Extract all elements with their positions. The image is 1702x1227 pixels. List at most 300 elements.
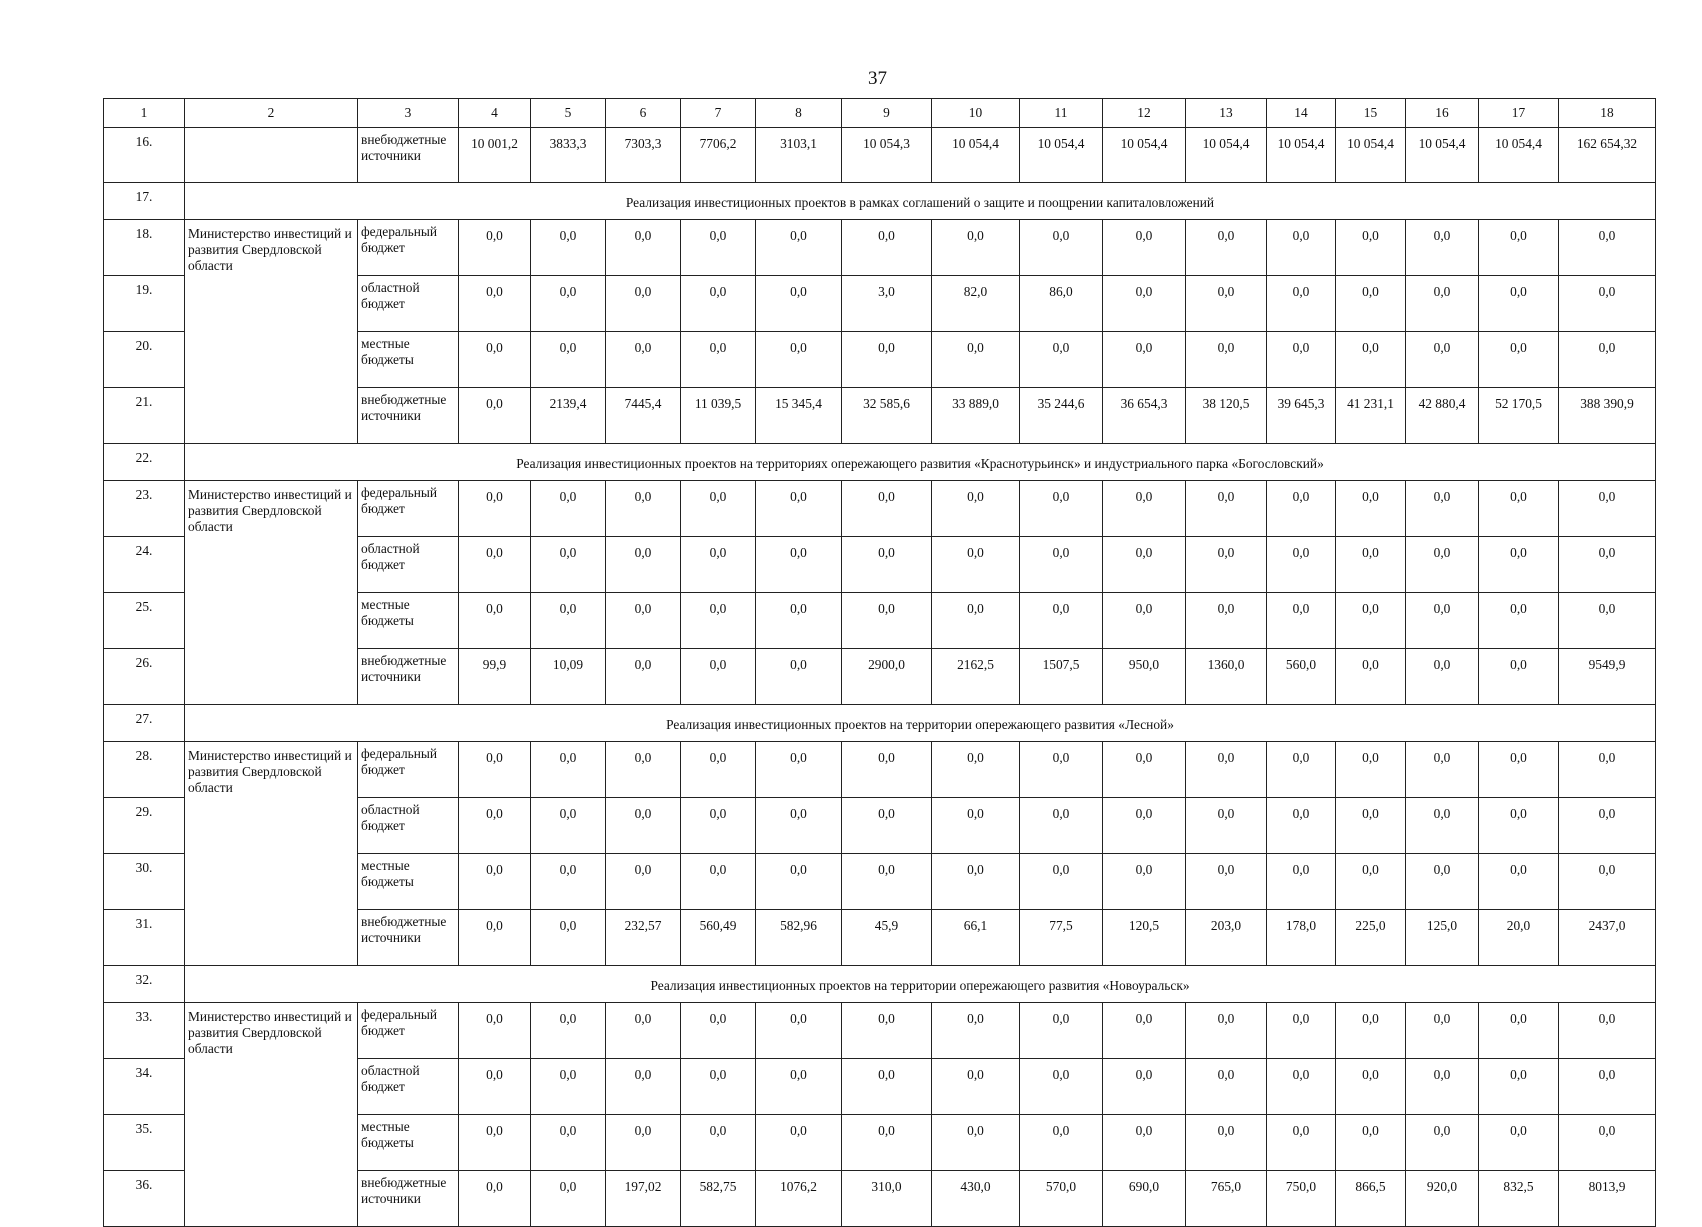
value-cell: 0,0 bbox=[756, 742, 842, 798]
value-cell: 310,0 bbox=[842, 1171, 932, 1227]
value-cell: 0,0 bbox=[606, 854, 681, 910]
value-cell: 0,0 bbox=[1103, 593, 1186, 649]
value-cell: 0,0 bbox=[1186, 742, 1267, 798]
value-cell: 0,0 bbox=[756, 537, 842, 593]
row-number: 35. bbox=[104, 1115, 185, 1171]
value-cell: 0,0 bbox=[1020, 854, 1103, 910]
value-cell: 0,0 bbox=[932, 481, 1020, 537]
value-cell: 0,0 bbox=[459, 1003, 531, 1059]
value-cell: 8013,9 bbox=[1559, 1171, 1656, 1227]
value-cell: 0,0 bbox=[606, 1115, 681, 1171]
value-cell: 0,0 bbox=[459, 742, 531, 798]
value-cell: 0,0 bbox=[606, 742, 681, 798]
row-number: 30. bbox=[104, 854, 185, 910]
value-cell: 39 645,3 bbox=[1267, 388, 1336, 444]
value-cell: 0,0 bbox=[1559, 593, 1656, 649]
value-cell: 0,0 bbox=[1186, 220, 1267, 276]
value-cell: 0,0 bbox=[1103, 1003, 1186, 1059]
value-cell: 0,0 bbox=[1103, 1059, 1186, 1115]
row-number: 23. bbox=[104, 481, 185, 537]
row-number: 17. bbox=[104, 183, 185, 220]
table-row bbox=[104, 220, 1656, 276]
value-cell: 0,0 bbox=[842, 854, 932, 910]
value-cell: 0,0 bbox=[1559, 481, 1656, 537]
section-title: Реализация инвестиционных проектов на территориях опережающего развития «Краснотурьинск» и индустриального парка «Богословский» bbox=[185, 444, 1656, 481]
value-cell: 0,0 bbox=[1103, 798, 1186, 854]
column-number: 17 bbox=[1479, 99, 1559, 128]
value-cell: 0,0 bbox=[1336, 276, 1406, 332]
value-cell: 0,0 bbox=[459, 798, 531, 854]
value-cell: 0,0 bbox=[1020, 481, 1103, 537]
value-cell: 0,0 bbox=[1020, 742, 1103, 798]
value-cell: 0,0 bbox=[1336, 1115, 1406, 1171]
value-cell: 0,0 bbox=[1406, 1003, 1479, 1059]
funding-source: местные бюджеты bbox=[358, 332, 459, 388]
value-cell: 0,0 bbox=[531, 276, 606, 332]
value-cell: 0,0 bbox=[1186, 537, 1267, 593]
value-cell: 582,96 bbox=[756, 910, 842, 966]
value-cell: 0,0 bbox=[1020, 593, 1103, 649]
value-cell: 0,0 bbox=[1336, 332, 1406, 388]
value-cell: 0,0 bbox=[606, 1003, 681, 1059]
value-cell: 0,0 bbox=[842, 220, 932, 276]
row-number: 34. bbox=[104, 1059, 185, 1115]
value-cell: 0,0 bbox=[681, 649, 756, 705]
value-cell: 0,0 bbox=[531, 220, 606, 276]
value-cell: 0,0 bbox=[459, 593, 531, 649]
value-cell: 0,0 bbox=[1186, 1059, 1267, 1115]
value-cell: 0,0 bbox=[531, 1059, 606, 1115]
value-cell: 0,0 bbox=[1559, 798, 1656, 854]
value-cell: 178,0 bbox=[1267, 910, 1336, 966]
value-cell: 0,0 bbox=[1103, 854, 1186, 910]
value-cell: 0,0 bbox=[531, 481, 606, 537]
value-cell: 36 654,3 bbox=[1103, 388, 1186, 444]
value-cell: 920,0 bbox=[1406, 1171, 1479, 1227]
value-cell: 0,0 bbox=[681, 854, 756, 910]
value-cell: 0,0 bbox=[606, 537, 681, 593]
value-cell: 10 001,2 bbox=[459, 128, 531, 183]
value-cell: 0,0 bbox=[1336, 1003, 1406, 1059]
value-cell: 0,0 bbox=[459, 388, 531, 444]
value-cell: 0,0 bbox=[1267, 854, 1336, 910]
value-cell: 0,0 bbox=[1479, 1059, 1559, 1115]
responsible-org: Министерство инвестиций и развития Свердловской области bbox=[185, 742, 358, 966]
value-cell: 38 120,5 bbox=[1186, 388, 1267, 444]
value-cell: 0,0 bbox=[1267, 220, 1336, 276]
section-title: Реализация инвестиционных проектов на территории опережающего развития «Лесной» bbox=[185, 705, 1656, 742]
value-cell: 42 880,4 bbox=[1406, 388, 1479, 444]
value-cell: 0,0 bbox=[531, 798, 606, 854]
responsible-org: Министерство инвестиций и развития Свердловской области bbox=[185, 220, 358, 444]
value-cell: 866,5 bbox=[1336, 1171, 1406, 1227]
row-number: 22. bbox=[104, 444, 185, 481]
value-cell: 0,0 bbox=[531, 332, 606, 388]
value-cell: 11 039,5 bbox=[681, 388, 756, 444]
value-cell: 10 054,4 bbox=[1267, 128, 1336, 183]
value-cell: 0,0 bbox=[1559, 537, 1656, 593]
value-cell: 0,0 bbox=[1267, 593, 1336, 649]
column-number: 9 bbox=[842, 99, 932, 128]
section-row bbox=[104, 444, 1656, 481]
value-cell: 0,0 bbox=[606, 593, 681, 649]
value-cell: 0,0 bbox=[1020, 537, 1103, 593]
value-cell: 0,0 bbox=[681, 1003, 756, 1059]
value-cell: 10 054,3 bbox=[842, 128, 932, 183]
value-cell: 0,0 bbox=[1103, 276, 1186, 332]
value-cell: 0,0 bbox=[1479, 593, 1559, 649]
value-cell: 0,0 bbox=[1336, 649, 1406, 705]
value-cell: 0,0 bbox=[1267, 537, 1336, 593]
table-row bbox=[104, 128, 1656, 183]
value-cell: 0,0 bbox=[1559, 742, 1656, 798]
value-cell: 7445,4 bbox=[606, 388, 681, 444]
value-cell: 750,0 bbox=[1267, 1171, 1336, 1227]
funding-source: внебюджетные источники bbox=[358, 910, 459, 966]
column-number: 3 bbox=[358, 99, 459, 128]
section-title: Реализация инвестиционных проектов на территории опережающего развития «Новоуральск» bbox=[185, 966, 1656, 1003]
value-cell: 0,0 bbox=[1406, 593, 1479, 649]
value-cell: 7303,3 bbox=[606, 128, 681, 183]
page-number: 37 bbox=[868, 68, 887, 89]
value-cell: 0,0 bbox=[842, 742, 932, 798]
value-cell: 0,0 bbox=[1479, 798, 1559, 854]
value-cell: 77,5 bbox=[1020, 910, 1103, 966]
value-cell: 0,0 bbox=[1406, 332, 1479, 388]
value-cell: 430,0 bbox=[932, 1171, 1020, 1227]
value-cell: 0,0 bbox=[1479, 537, 1559, 593]
value-cell: 0,0 bbox=[459, 910, 531, 966]
value-cell: 0,0 bbox=[756, 1115, 842, 1171]
value-cell: 0,0 bbox=[1336, 481, 1406, 537]
value-cell: 0,0 bbox=[531, 537, 606, 593]
value-cell: 10 054,4 bbox=[1186, 128, 1267, 183]
value-cell: 15 345,4 bbox=[756, 388, 842, 444]
value-cell: 560,49 bbox=[681, 910, 756, 966]
value-cell: 0,0 bbox=[756, 276, 842, 332]
value-cell: 0,0 bbox=[1559, 1059, 1656, 1115]
value-cell: 0,0 bbox=[932, 220, 1020, 276]
value-cell: 10 054,4 bbox=[1103, 128, 1186, 183]
value-cell: 0,0 bbox=[756, 481, 842, 537]
value-cell: 10 054,4 bbox=[1479, 128, 1559, 183]
value-cell: 690,0 bbox=[1103, 1171, 1186, 1227]
value-cell: 0,0 bbox=[606, 332, 681, 388]
value-cell: 0,0 bbox=[459, 220, 531, 276]
value-cell: 0,0 bbox=[1336, 220, 1406, 276]
table-row bbox=[104, 481, 1656, 537]
value-cell: 0,0 bbox=[1336, 742, 1406, 798]
funding-source: местные бюджеты bbox=[358, 854, 459, 910]
row-number: 25. bbox=[104, 593, 185, 649]
value-cell: 0,0 bbox=[1336, 537, 1406, 593]
funding-source: местные бюджеты bbox=[358, 1115, 459, 1171]
value-cell: 0,0 bbox=[1267, 742, 1336, 798]
value-cell: 3,0 bbox=[842, 276, 932, 332]
section-title: Реализация инвестиционных проектов в рамках соглашений о защите и поощрении капиталовложений bbox=[185, 183, 1656, 220]
value-cell: 0,0 bbox=[756, 1003, 842, 1059]
value-cell: 86,0 bbox=[1020, 276, 1103, 332]
value-cell: 0,0 bbox=[1406, 1059, 1479, 1115]
value-cell: 162 654,32 bbox=[1559, 128, 1656, 183]
value-cell: 0,0 bbox=[459, 481, 531, 537]
value-cell: 10 054,4 bbox=[1406, 128, 1479, 183]
value-cell: 0,0 bbox=[1559, 1003, 1656, 1059]
row-number: 27. bbox=[104, 705, 185, 742]
column-number: 10 bbox=[932, 99, 1020, 128]
value-cell: 0,0 bbox=[1479, 481, 1559, 537]
column-number: 12 bbox=[1103, 99, 1186, 128]
value-cell: 125,0 bbox=[1406, 910, 1479, 966]
value-cell: 0,0 bbox=[459, 276, 531, 332]
value-cell: 0,0 bbox=[681, 1059, 756, 1115]
value-cell: 0,0 bbox=[681, 332, 756, 388]
value-cell: 0,0 bbox=[1406, 220, 1479, 276]
value-cell: 66,1 bbox=[932, 910, 1020, 966]
row-number: 19. bbox=[104, 276, 185, 332]
value-cell: 82,0 bbox=[932, 276, 1020, 332]
value-cell: 0,0 bbox=[1267, 481, 1336, 537]
value-cell: 0,0 bbox=[932, 1115, 1020, 1171]
value-cell: 0,0 bbox=[756, 1059, 842, 1115]
row-number: 32. bbox=[104, 966, 185, 1003]
value-cell: 0,0 bbox=[606, 798, 681, 854]
value-cell: 0,0 bbox=[756, 649, 842, 705]
row-number: 24. bbox=[104, 537, 185, 593]
value-cell: 0,0 bbox=[1406, 276, 1479, 332]
value-cell: 0,0 bbox=[459, 537, 531, 593]
value-cell: 3103,1 bbox=[756, 128, 842, 183]
value-cell: 0,0 bbox=[1267, 276, 1336, 332]
value-cell: 0,0 bbox=[1186, 854, 1267, 910]
value-cell: 0,0 bbox=[681, 481, 756, 537]
column-number: 16 bbox=[1406, 99, 1479, 128]
value-cell: 0,0 bbox=[1406, 649, 1479, 705]
value-cell: 0,0 bbox=[1186, 1003, 1267, 1059]
column-number: 2 bbox=[185, 99, 358, 128]
value-cell: 0,0 bbox=[1479, 1115, 1559, 1171]
value-cell: 0,0 bbox=[1336, 593, 1406, 649]
value-cell: 0,0 bbox=[1103, 481, 1186, 537]
value-cell: 0,0 bbox=[1267, 332, 1336, 388]
value-cell: 0,0 bbox=[1267, 1059, 1336, 1115]
value-cell: 0,0 bbox=[681, 742, 756, 798]
value-cell: 0,0 bbox=[459, 1115, 531, 1171]
value-cell: 0,0 bbox=[531, 1003, 606, 1059]
value-cell: 0,0 bbox=[1103, 220, 1186, 276]
value-cell: 570,0 bbox=[1020, 1171, 1103, 1227]
value-cell: 0,0 bbox=[932, 593, 1020, 649]
column-number: 14 bbox=[1267, 99, 1336, 128]
value-cell: 41 231,1 bbox=[1336, 388, 1406, 444]
value-cell: 203,0 bbox=[1186, 910, 1267, 966]
value-cell: 0,0 bbox=[1103, 742, 1186, 798]
value-cell: 0,0 bbox=[1559, 332, 1656, 388]
value-cell: 0,0 bbox=[756, 332, 842, 388]
column-number: 7 bbox=[681, 99, 756, 128]
value-cell: 0,0 bbox=[606, 649, 681, 705]
funding-source: областной бюджет bbox=[358, 798, 459, 854]
value-cell: 0,0 bbox=[1406, 798, 1479, 854]
value-cell: 0,0 bbox=[1406, 742, 1479, 798]
value-cell: 0,0 bbox=[1020, 1115, 1103, 1171]
value-cell: 0,0 bbox=[531, 910, 606, 966]
value-cell: 0,0 bbox=[756, 593, 842, 649]
value-cell: 3833,3 bbox=[531, 128, 606, 183]
value-cell: 0,0 bbox=[531, 1115, 606, 1171]
value-cell: 0,0 bbox=[531, 1171, 606, 1227]
value-cell: 0,0 bbox=[1186, 798, 1267, 854]
budget-table bbox=[103, 98, 1656, 1227]
value-cell: 0,0 bbox=[932, 854, 1020, 910]
value-cell: 2900,0 bbox=[842, 649, 932, 705]
value-cell: 0,0 bbox=[1267, 1115, 1336, 1171]
value-cell: 0,0 bbox=[842, 481, 932, 537]
value-cell: 388 390,9 bbox=[1559, 388, 1656, 444]
value-cell: 0,0 bbox=[459, 332, 531, 388]
value-cell: 0,0 bbox=[681, 1115, 756, 1171]
value-cell: 950,0 bbox=[1103, 649, 1186, 705]
value-cell: 0,0 bbox=[1267, 1003, 1336, 1059]
value-cell: 0,0 bbox=[531, 593, 606, 649]
value-cell: 10 054,4 bbox=[1020, 128, 1103, 183]
value-cell: 0,0 bbox=[842, 798, 932, 854]
funding-source: федеральный бюджет bbox=[358, 220, 459, 276]
value-cell: 0,0 bbox=[756, 854, 842, 910]
funding-source: федеральный бюджет bbox=[358, 742, 459, 798]
value-cell: 0,0 bbox=[1406, 854, 1479, 910]
value-cell: 0,0 bbox=[932, 1059, 1020, 1115]
value-cell: 832,5 bbox=[1479, 1171, 1559, 1227]
value-cell: 0,0 bbox=[932, 1003, 1020, 1059]
value-cell: 10,09 bbox=[531, 649, 606, 705]
column-number: 5 bbox=[531, 99, 606, 128]
responsible-org: Министерство инвестиций и развития Свердловской области bbox=[185, 481, 358, 705]
value-cell: 560,0 bbox=[1267, 649, 1336, 705]
column-numbers-row bbox=[104, 99, 1656, 128]
value-cell: 0,0 bbox=[459, 1059, 531, 1115]
value-cell: 232,57 bbox=[606, 910, 681, 966]
row-number: 20. bbox=[104, 332, 185, 388]
value-cell: 0,0 bbox=[1020, 798, 1103, 854]
value-cell: 0,0 bbox=[1020, 1003, 1103, 1059]
value-cell: 0,0 bbox=[932, 332, 1020, 388]
value-cell: 0,0 bbox=[681, 593, 756, 649]
value-cell: 0,0 bbox=[1186, 1115, 1267, 1171]
row-number: 29. bbox=[104, 798, 185, 854]
value-cell: 2162,5 bbox=[932, 649, 1020, 705]
value-cell: 0,0 bbox=[1406, 1115, 1479, 1171]
value-cell: 2139,4 bbox=[531, 388, 606, 444]
row-number: 26. bbox=[104, 649, 185, 705]
value-cell: 0,0 bbox=[1020, 332, 1103, 388]
value-cell: 0,0 bbox=[842, 1003, 932, 1059]
value-cell: 0,0 bbox=[1020, 220, 1103, 276]
value-cell: 20,0 bbox=[1479, 910, 1559, 966]
value-cell: 0,0 bbox=[842, 1059, 932, 1115]
row-number: 18. bbox=[104, 220, 185, 276]
value-cell: 197,02 bbox=[606, 1171, 681, 1227]
value-cell: 0,0 bbox=[1479, 649, 1559, 705]
column-number: 13 bbox=[1186, 99, 1267, 128]
value-cell: 0,0 bbox=[1020, 1059, 1103, 1115]
value-cell: 0,0 bbox=[606, 276, 681, 332]
responsible-org: Министерство инвестиций и развития Свердловской области bbox=[185, 1003, 358, 1227]
column-number: 1 bbox=[104, 99, 185, 128]
value-cell: 0,0 bbox=[842, 332, 932, 388]
value-cell: 7706,2 bbox=[681, 128, 756, 183]
org-cell bbox=[185, 128, 358, 183]
value-cell: 0,0 bbox=[842, 593, 932, 649]
column-number: 8 bbox=[756, 99, 842, 128]
value-cell: 120,5 bbox=[1103, 910, 1186, 966]
value-cell: 0,0 bbox=[606, 1059, 681, 1115]
funding-source: областной бюджет bbox=[358, 1059, 459, 1115]
value-cell: 0,0 bbox=[1559, 276, 1656, 332]
value-cell: 582,75 bbox=[681, 1171, 756, 1227]
table-row bbox=[104, 1003, 1656, 1059]
value-cell: 0,0 bbox=[1336, 798, 1406, 854]
value-cell: 0,0 bbox=[681, 537, 756, 593]
value-cell: 765,0 bbox=[1186, 1171, 1267, 1227]
value-cell: 0,0 bbox=[1267, 798, 1336, 854]
funding-source: местные бюджеты bbox=[358, 593, 459, 649]
value-cell: 0,0 bbox=[1186, 481, 1267, 537]
value-cell: 0,0 bbox=[1186, 276, 1267, 332]
value-cell: 0,0 bbox=[459, 1171, 531, 1227]
value-cell: 0,0 bbox=[1103, 332, 1186, 388]
value-cell: 0,0 bbox=[756, 220, 842, 276]
value-cell: 33 889,0 bbox=[932, 388, 1020, 444]
funding-source: внебюджетные источники bbox=[358, 388, 459, 444]
value-cell: 0,0 bbox=[1103, 1115, 1186, 1171]
value-cell: 1360,0 bbox=[1186, 649, 1267, 705]
value-cell: 0,0 bbox=[932, 537, 1020, 593]
row-number: 16. bbox=[104, 128, 185, 183]
value-cell: 35 244,6 bbox=[1020, 388, 1103, 444]
funding-source: областной бюджет bbox=[358, 537, 459, 593]
value-cell: 0,0 bbox=[681, 798, 756, 854]
value-cell: 0,0 bbox=[1479, 1003, 1559, 1059]
column-number: 11 bbox=[1020, 99, 1103, 128]
funding-source: внебюджетные источники bbox=[358, 649, 459, 705]
column-number: 4 bbox=[459, 99, 531, 128]
value-cell: 1507,5 bbox=[1020, 649, 1103, 705]
value-cell: 0,0 bbox=[932, 742, 1020, 798]
value-cell: 0,0 bbox=[1186, 332, 1267, 388]
column-number: 6 bbox=[606, 99, 681, 128]
value-cell: 225,0 bbox=[1336, 910, 1406, 966]
section-row bbox=[104, 705, 1656, 742]
funding-source: областной бюджет bbox=[358, 276, 459, 332]
value-cell: 0,0 bbox=[1479, 276, 1559, 332]
funding-source: федеральный бюджет bbox=[358, 481, 459, 537]
row-number: 31. bbox=[104, 910, 185, 966]
value-cell: 0,0 bbox=[1406, 481, 1479, 537]
value-cell: 2437,0 bbox=[1559, 910, 1656, 966]
value-cell: 52 170,5 bbox=[1479, 388, 1559, 444]
column-number: 15 bbox=[1336, 99, 1406, 128]
row-number: 21. bbox=[104, 388, 185, 444]
value-cell: 0,0 bbox=[1559, 220, 1656, 276]
section-row bbox=[104, 183, 1656, 220]
value-cell: 0,0 bbox=[842, 1115, 932, 1171]
value-cell: 45,9 bbox=[842, 910, 932, 966]
value-cell: 0,0 bbox=[459, 854, 531, 910]
value-cell: 0,0 bbox=[1336, 1059, 1406, 1115]
funding-source: внебюджетные источники bbox=[358, 1171, 459, 1227]
row-number: 36. bbox=[104, 1171, 185, 1227]
